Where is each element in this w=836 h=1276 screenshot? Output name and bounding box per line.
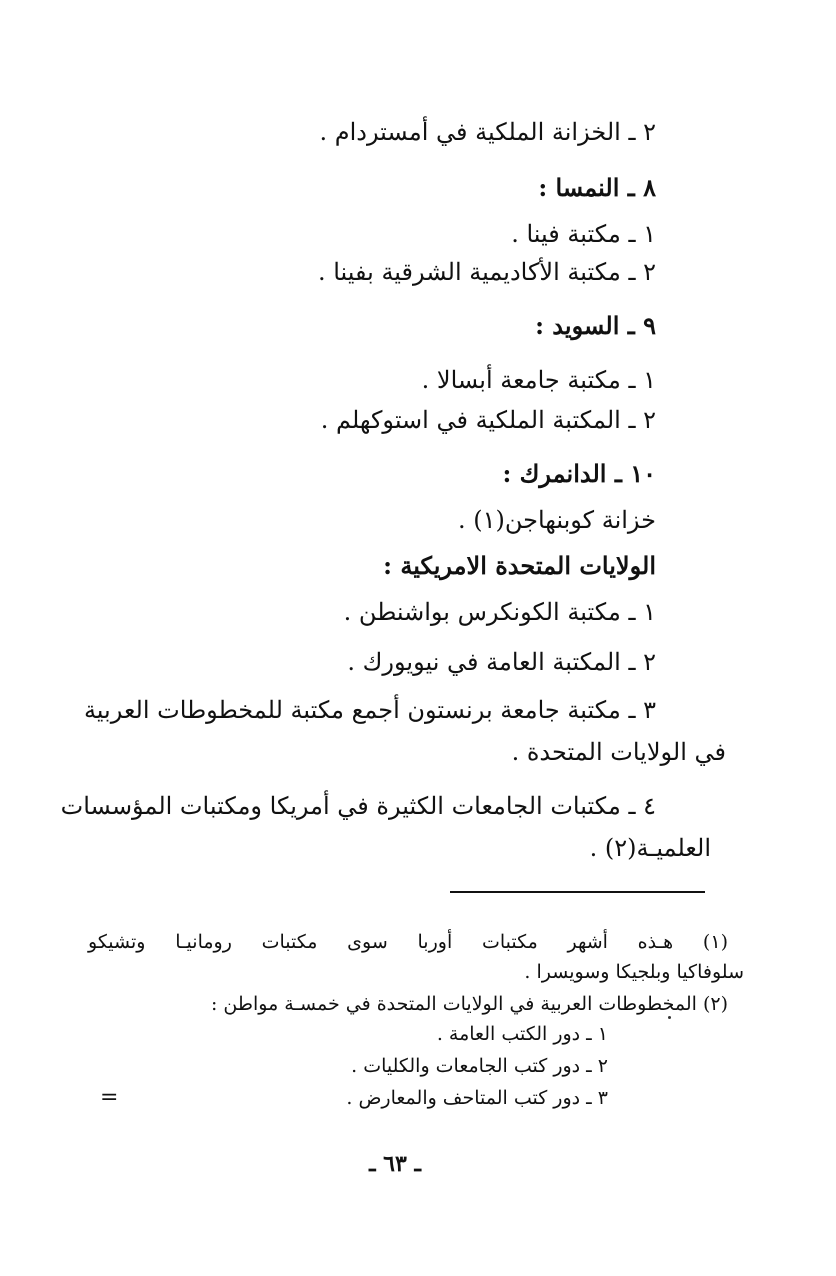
body-line: ٢ ـ المكتبة الملكية في استوكهلم . [320,406,656,434]
footnote-line: (٢) المخطوطات العربية في الولايات المتحدة في خمسـة مواطن : [210,993,728,1015]
section-heading-usa: الولايات المتحدة الامريكية : [383,551,656,580]
section-heading-denmark: ١٠ ـ الدانمرك : [502,459,656,488]
footnote-line: ٢ ـ دور كتب الجامعات والكليات . [351,1055,608,1077]
body-line: ٤ ـ مكتبات الجامعات الكثيرة في أمريكا ومكتبات المؤسسات [60,792,656,820]
footnote-line: ١ ـ دور الكتب العامة . [436,1023,608,1045]
body-line: في الولايات المتحدة . [511,738,726,766]
body-line: ٣ ـ مكتبة جامعة برنستون أجمع مكتبة للمخطوطات العربية [83,696,656,724]
body-line: ٢ ـ المكتبة العامة في نيويورك . [347,648,656,676]
continuation-mark: = [100,1085,119,1110]
section-heading-austria: ٨ ـ النمسا : [538,173,656,202]
footnote-divider [450,891,705,893]
page-number: ـ ٦٣ ـ [369,1151,421,1177]
section-heading-sweden: ٩ ـ السويد : [535,311,656,340]
body-line: ٢ ـ مكتبة الأكاديمية الشرقية بفينا . [317,258,656,286]
stray-mark [668,1016,671,1019]
body-line: خزانة كوبنهاجن(١) . [457,506,656,534]
footnote-line: ٣ ـ دور كتب المتاحف والمعارض . [346,1087,608,1109]
footnote-line: سلوفاكيا وبلجيكا وسويسرا . [524,961,744,983]
body-line: العلميـة(٢) . [589,834,711,862]
footnote-line: (١) هـذه أشهر مكتبات أوربا سوى مكتبات رومانيـا وتشيكو [88,931,728,953]
body-line: ١ ـ مكتبة جامعة أبسالا . [421,366,656,394]
body-line: ٢ ـ الخزانة الملكية في أمستردام . [319,118,656,146]
body-line: ١ ـ مكتبة الكونكرس بواشنطن . [343,598,656,626]
body-line: ١ ـ مكتبة فينا . [511,220,656,248]
